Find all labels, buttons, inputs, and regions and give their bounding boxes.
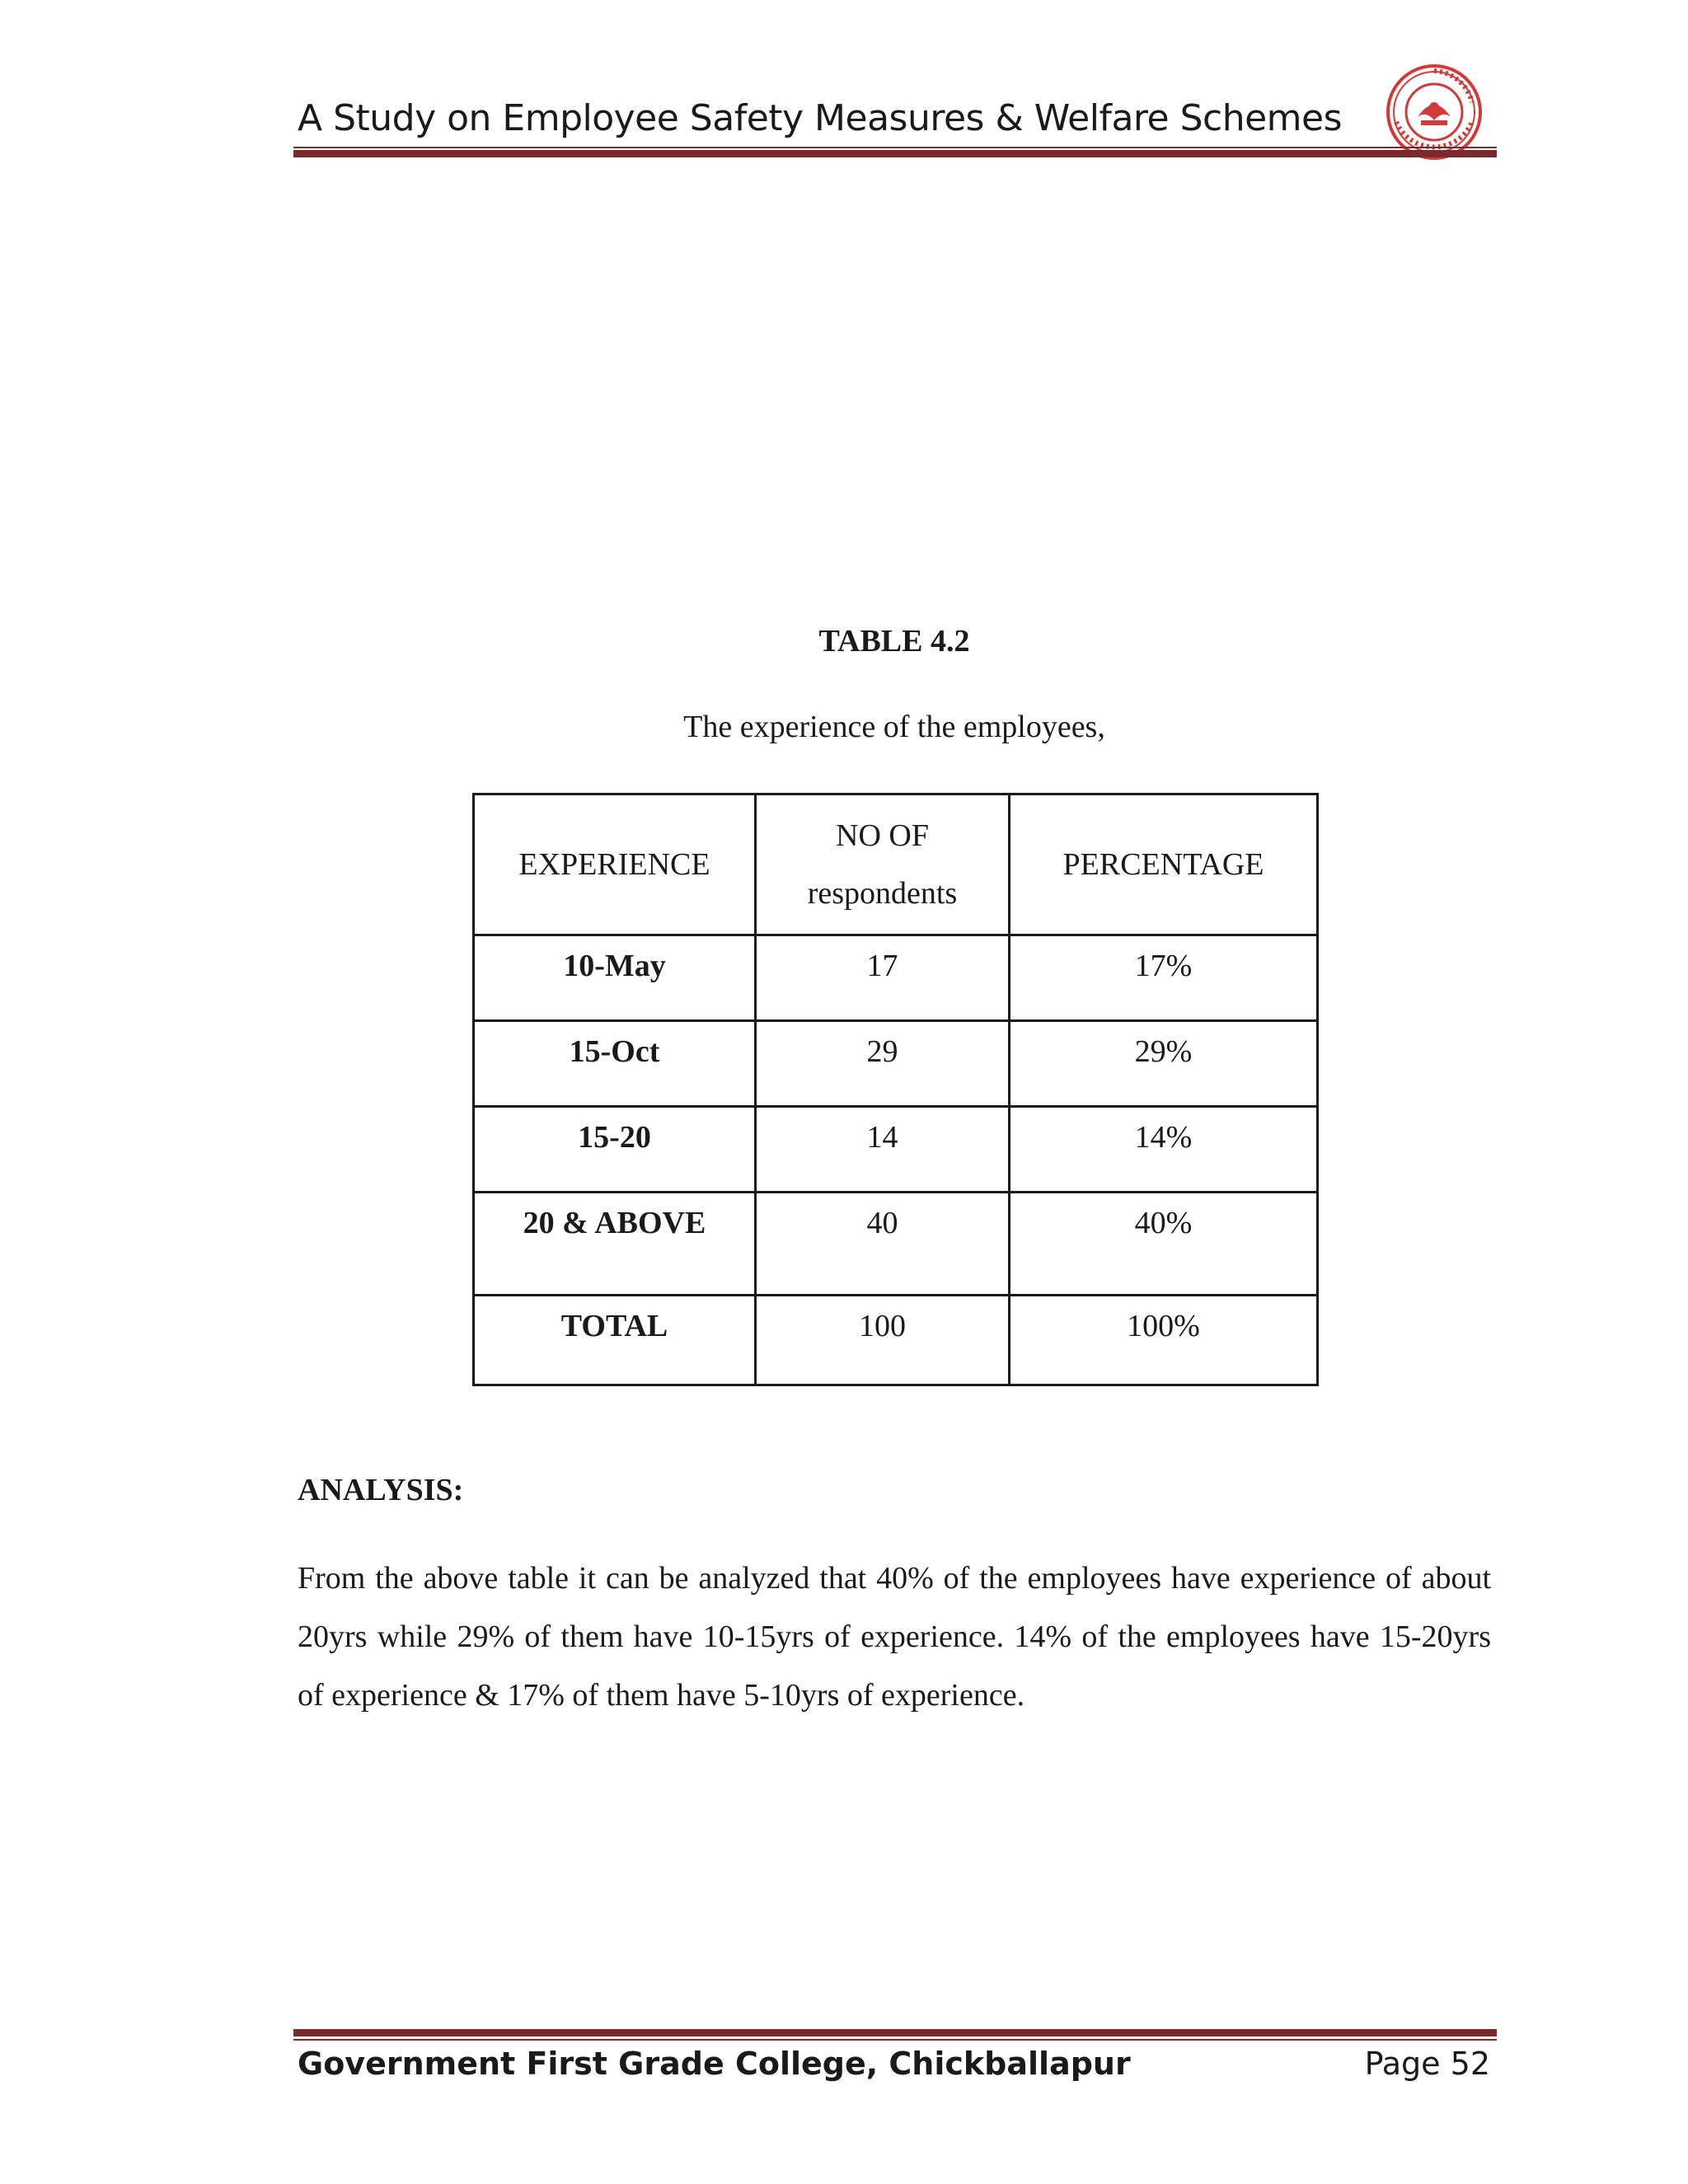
column-header-experience: EXPERIENCE bbox=[474, 794, 756, 935]
cell-text: 29 bbox=[866, 1034, 898, 1069]
cell-text: 20 & ABOVE bbox=[523, 1206, 706, 1240]
cell-respondents bbox=[756, 1193, 1010, 1296]
table-row bbox=[474, 1193, 1318, 1296]
table-row bbox=[474, 1021, 1318, 1107]
cell-text: TOTAL bbox=[560, 1309, 668, 1343]
column-header-respondents-line2: respondents bbox=[807, 876, 958, 911]
cell-percentage bbox=[1010, 1107, 1318, 1193]
analysis-heading: ANALYSIS: bbox=[298, 1473, 464, 1507]
running-header-title: A Study on Employee Safety Measures & Welfare Schemes bbox=[298, 97, 1343, 139]
cell-experience bbox=[474, 935, 756, 1021]
cell-text: 40% bbox=[1134, 1206, 1193, 1240]
cell-respondents bbox=[756, 1296, 1010, 1385]
table-title: TABLE 4.2 bbox=[818, 624, 970, 658]
cell-text: 17% bbox=[1134, 949, 1193, 983]
table-row bbox=[474, 1107, 1318, 1193]
footer-college-name: Government First Grade College, Chickballapur bbox=[298, 2046, 1131, 2082]
cell-text: 100 bbox=[859, 1309, 906, 1343]
analysis-paragraph: From the above table it can be analyzed that 40% of the employees have experience of about 20yrs while 29% of them have 10-15yrs of experience. 14% of the employees have 15-20yrs of experience & 17% of them have 5-10yrs of experience. bbox=[298, 1561, 1491, 1713]
column-header-percentage: PERCENTAGE bbox=[1010, 794, 1318, 935]
column-header-respondents bbox=[756, 794, 1010, 935]
cell-experience bbox=[474, 1107, 756, 1193]
table-row-total bbox=[474, 1296, 1318, 1385]
cell-percentage bbox=[1010, 1021, 1318, 1107]
cell-respondents bbox=[756, 1107, 1010, 1193]
cell-text: 10-May bbox=[563, 949, 666, 983]
column-header-respondents-line1: NO OF bbox=[836, 818, 929, 853]
cell-percentage bbox=[1010, 935, 1318, 1021]
cell-text: 14 bbox=[866, 1120, 898, 1155]
table-caption: The experience of the employees, bbox=[683, 710, 1105, 744]
cell-respondents bbox=[756, 935, 1010, 1021]
cell-text: 14% bbox=[1134, 1120, 1193, 1155]
header-rule bbox=[293, 147, 1497, 148]
cell-text: 15-Oct bbox=[569, 1034, 660, 1069]
header-rule-thick bbox=[293, 150, 1497, 157]
table-header-row bbox=[474, 794, 1318, 935]
cell-text: 40 bbox=[866, 1206, 898, 1240]
footer-page-number: Page 52 bbox=[1364, 2046, 1490, 2082]
cell-experience bbox=[474, 1021, 756, 1107]
footer-rule-thick bbox=[293, 2029, 1497, 2036]
cell-text: 15-20 bbox=[578, 1120, 651, 1155]
table-row bbox=[474, 935, 1318, 1021]
cell-text: 17 bbox=[866, 949, 898, 983]
cell-text: 29% bbox=[1134, 1034, 1193, 1069]
cell-text: 100% bbox=[1127, 1309, 1200, 1343]
cell-percentage bbox=[1010, 1193, 1318, 1296]
experience-table bbox=[472, 793, 1319, 1386]
cell-experience bbox=[474, 1193, 756, 1296]
cell-experience bbox=[474, 1296, 756, 1385]
cell-percentage bbox=[1010, 1296, 1318, 1385]
footer-rule bbox=[293, 2039, 1497, 2041]
cell-respondents bbox=[756, 1021, 1010, 1107]
